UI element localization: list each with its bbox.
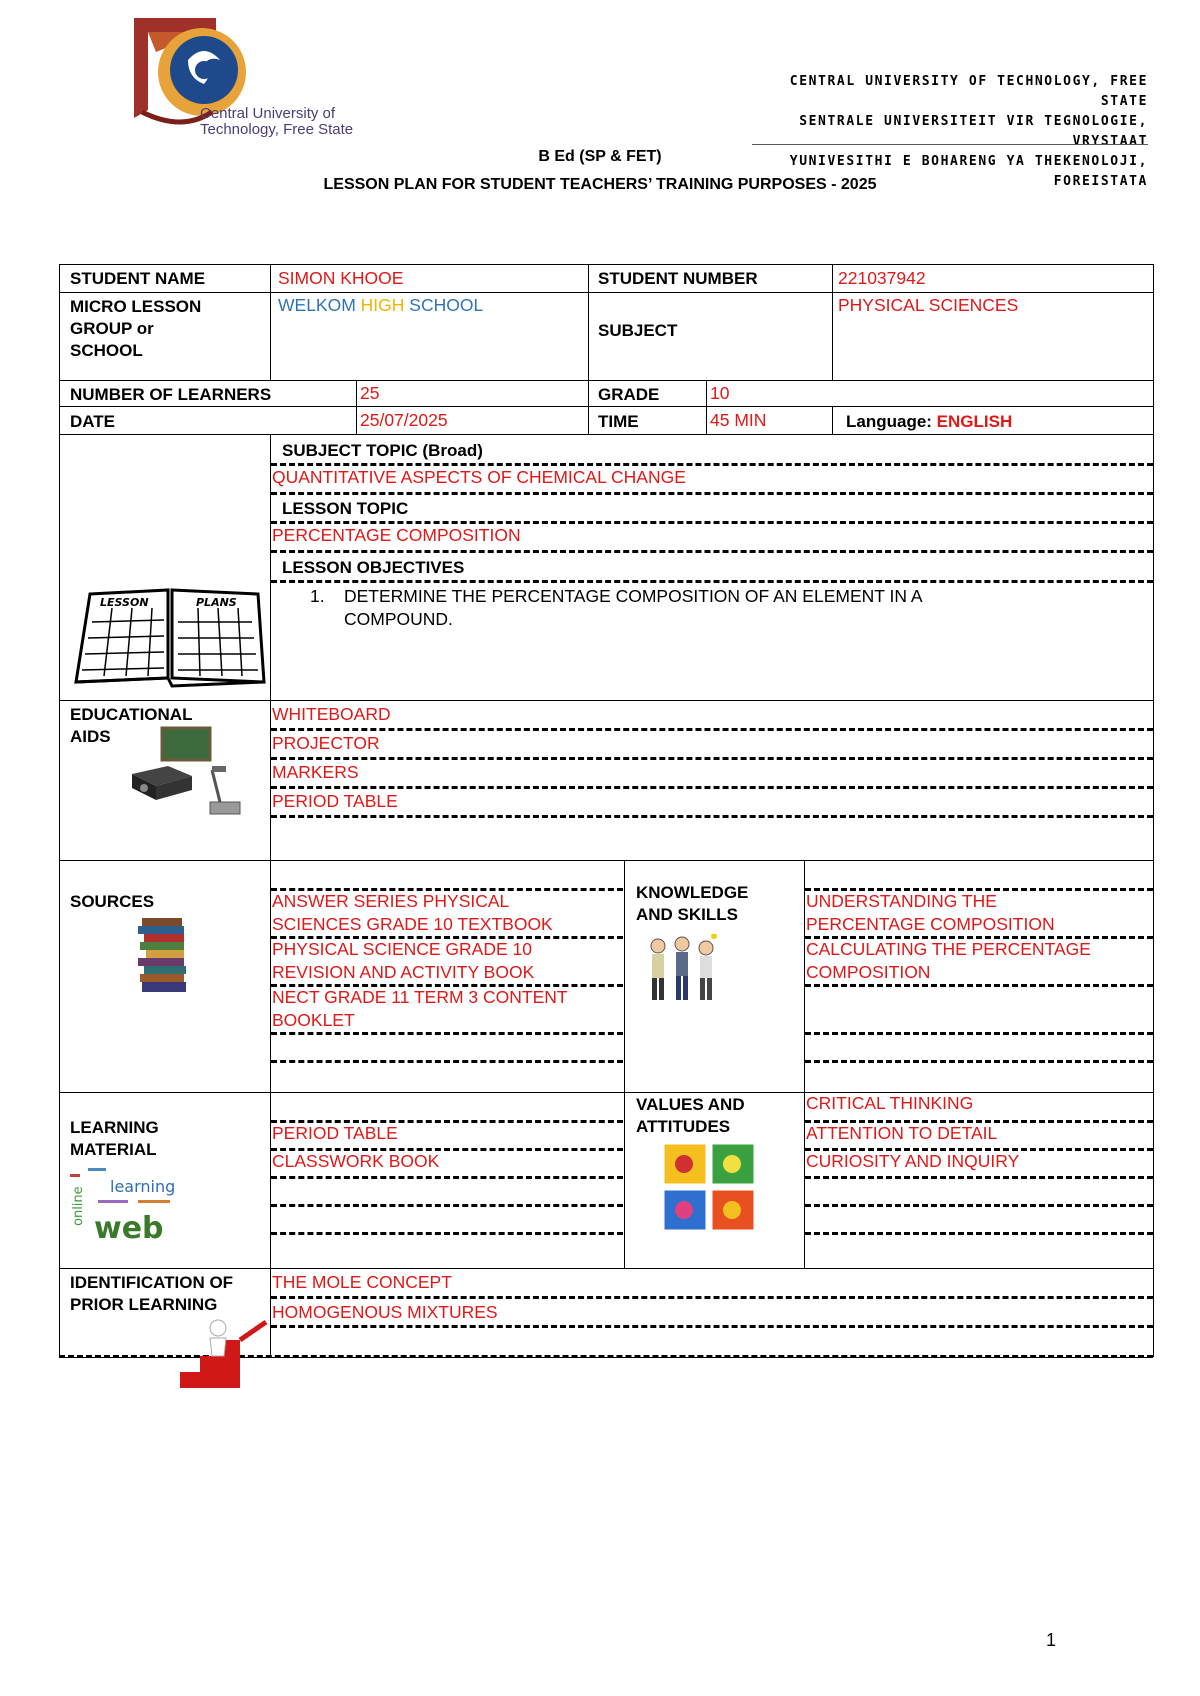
values-attitudes-label: VALUES AND ATTITUDES [636,1095,745,1136]
value-item: ATTENTION TO DETAIL [806,1123,998,1143]
student-name-value: SIMON KHOOE [278,268,404,288]
time-label: TIME [598,412,639,431]
educational-aids-label: EDUCATIONAL AIDS [70,705,193,746]
header-rule [752,144,1148,145]
lesson-plans-book-image [72,586,268,690]
prior-learning-item: HOMOGENOUS MIXTURES [272,1302,498,1322]
learning-material-item: CLASSWORK BOOK [272,1151,440,1171]
student-number-value: 221037942 [838,268,926,288]
aid-item: PROJECTOR [272,733,380,753]
source-item: NECT GRADE 11 TERM 3 CONTENT BOOKLET [272,987,568,1030]
degree-title: B Ed (SP & FET) [538,148,662,165]
lesson-topic-label: LESSON TOPIC [282,499,409,518]
prior-learning-label: IDENTIFICATION OF PRIOR LEARNING [70,1273,234,1314]
subject-topic-value: QUANTITATIVE ASPECTS OF CHEMICAL CHANGE [272,467,686,487]
book-stack-image [134,916,194,996]
lesson-topic-value: PERCENTAGE COMPOSITION [272,525,521,545]
knowledge-item: CALCULATING THE PERCENTAGE COMPOSITION [806,939,1091,982]
date-label: DATE [70,412,116,431]
aid-item: MARKERS [272,762,359,782]
word-cloud-image [68,1164,178,1244]
aid-item: PERIOD TABLE [272,791,398,811]
page-number: 1 [1046,1630,1057,1650]
prior-learning-item: THE MOLE CONCEPT [272,1272,452,1292]
aid-item: WHITEBOARD [272,704,391,724]
svg-text:learning: learning [110,1177,176,1196]
grade-label: GRADE [598,385,660,404]
grade-value: 10 [710,383,730,403]
time-value: 45 MIN [710,410,767,430]
source-item: PHYSICAL SCIENCE GRADE 10 REVISION AND ACTIVITY BOOK [272,939,535,982]
projector-whiteboard-image [128,726,244,818]
svg-text:web: web [94,1211,164,1244]
sources-label: SOURCES [70,892,155,911]
learning-material-item: PERIOD TABLE [272,1123,398,1143]
students-image [644,934,720,1004]
learners-value: 25 [360,383,380,403]
source-item: ANSWER SERIES PHYSICAL SCIENCES GRADE 10 TEXTBOOK [272,891,553,934]
stairs-figure-image [178,1310,270,1390]
student-name-label: STUDENT NAME [70,269,206,288]
school-value: WELKOM HIGH SCHOOL [278,295,484,315]
student-number-label: STUDENT NUMBER [598,269,758,288]
knowledge-skills-label: KNOWLEDGE AND SKILLS [636,883,749,924]
subject-value: PHYSICAL SCIENCES [838,295,1019,315]
group-label: MICRO LESSON GROUP or SCHOOL [70,297,202,360]
university-name-lines: CENTRAL UNIVERSITY OF TECHNOLOGY, FREE STATE SENTRALE UNIVERSITEIT VIR TEGNOLOGIE, VRYSTAAT YUNIVESITHI E BOHARENG YA THEKENOLOJI, FOREISTATA [789,74,1148,189]
subject-topic-label: SUBJECT TOPIC (Broad) [282,441,483,460]
learning-material-label: LEARNING MATERIAL [70,1118,159,1159]
date-value: 25/07/2025 [360,410,448,430]
values-tiles-image [662,1142,758,1234]
page-title: LESSON PLAN FOR STUDENT TEACHERS’ TRAINING PURPOSES - 2025 [323,176,877,193]
subject-label: SUBJECT [598,321,678,340]
lesson-objectives-label: LESSON OBJECTIVES [282,558,465,577]
svg-text:online: online [71,1186,86,1226]
objective-text: DETERMINE THE PERCENTAGE COMPOSITION OF AN ELEMENT IN A COMPOUND. [344,586,923,629]
knowledge-item: UNDERSTANDING THE PERCENTAGE COMPOSITION [806,891,1055,934]
learners-label: NUMBER OF LEARNERS [70,385,272,404]
logo-text: Central University of Technology, Free State [200,105,354,138]
value-item: CRITICAL THINKING [806,1093,974,1113]
svg-text:PLANS: PLANS [196,596,237,609]
objective-number: 1. [310,586,325,606]
value-item: CURIOSITY AND INQUIRY [806,1151,1020,1171]
language-field: Language: ENGLISH [846,412,1013,431]
svg-text:LESSON: LESSON [100,596,149,609]
